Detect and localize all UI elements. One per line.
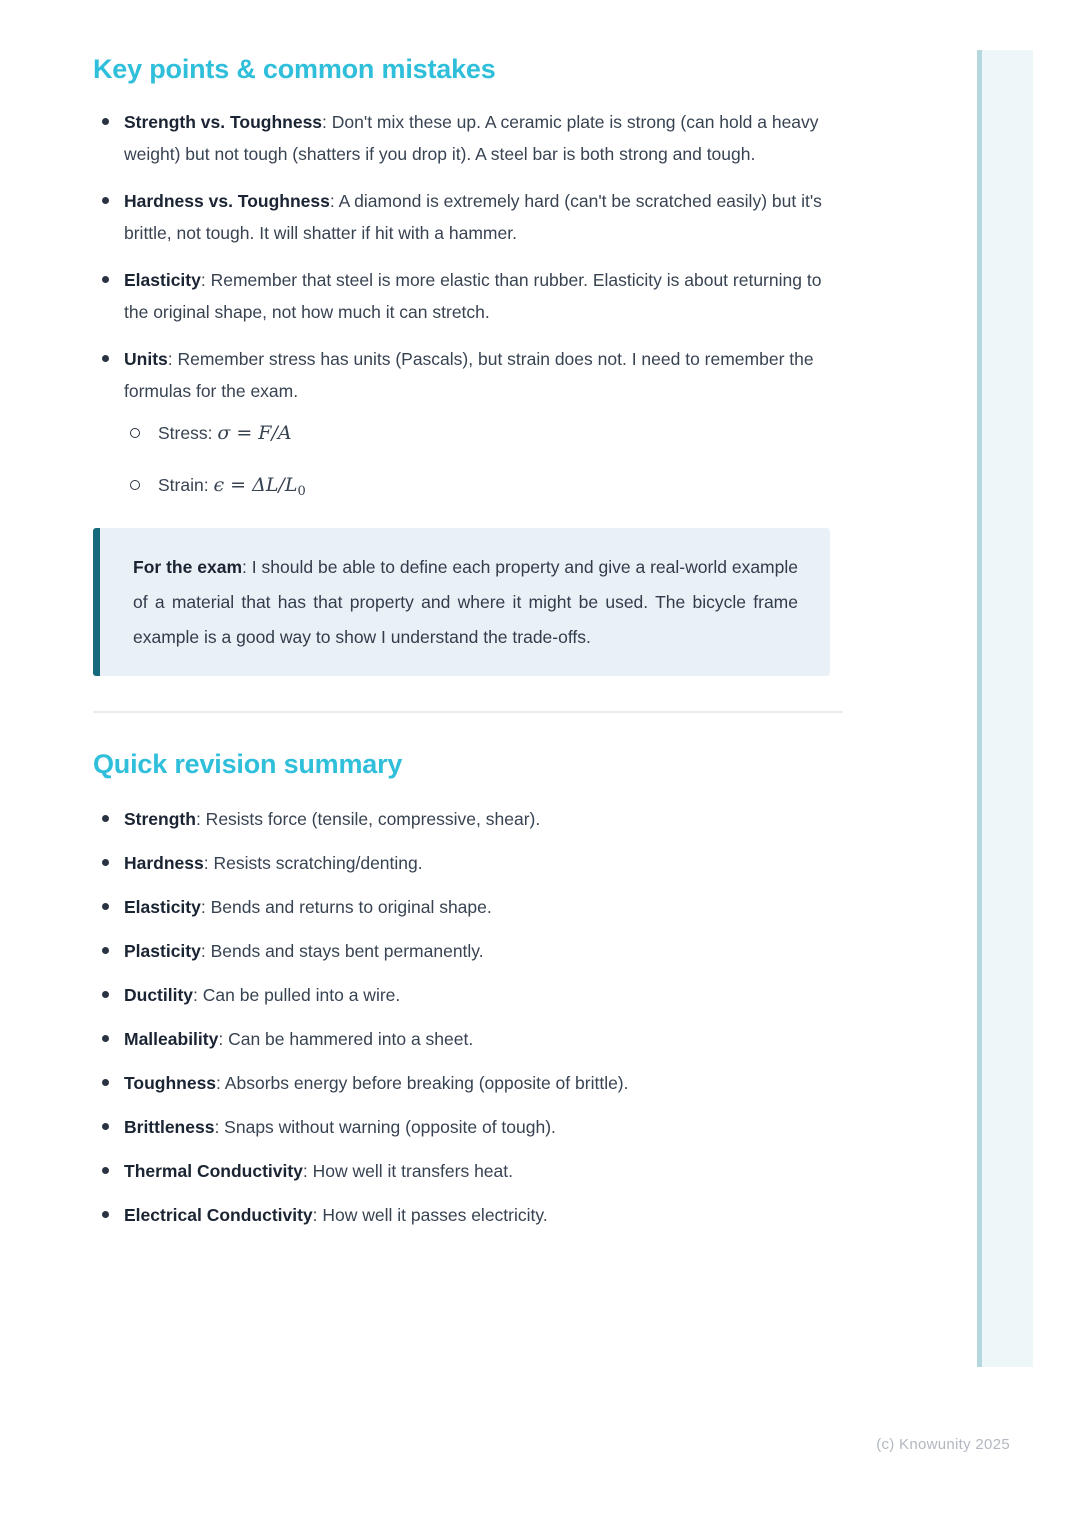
list-item xyxy=(93,264,825,328)
list-item-text: : Resists scratching/denting. xyxy=(203,853,423,873)
copyright-text: (c) Knowunity 2025 xyxy=(876,1436,1010,1453)
list-item-text: : Absorbs energy before breaking (opposite of brittle). xyxy=(216,1073,629,1093)
list-item xyxy=(93,1111,825,1143)
list-item-term: Strength xyxy=(124,809,196,829)
list-item-term: Plasticity xyxy=(124,941,201,961)
list-item-term: Toughness xyxy=(124,1073,217,1093)
list-item-term: Strength vs. Toughness xyxy=(124,112,323,132)
bullet-dot-icon xyxy=(102,1035,109,1042)
list-item xyxy=(93,185,825,249)
bullet-dot-icon xyxy=(102,991,109,998)
list-item-term: Hardness xyxy=(124,853,204,873)
list-item-term: Thermal Conductivity xyxy=(124,1161,303,1181)
list-item-term: Brittleness xyxy=(124,1117,215,1137)
formula-sublist xyxy=(124,417,825,508)
bullet-dot-icon xyxy=(102,903,109,910)
keypoints-section-title: Key points & common mistakes xyxy=(93,54,496,84)
bullet-dot-icon xyxy=(102,1167,109,1174)
formula-item xyxy=(124,469,825,508)
summary-list xyxy=(93,803,825,1231)
bullet-dot-icon xyxy=(102,859,109,866)
circle-bullet-icon xyxy=(130,428,140,438)
bullet-dot-icon xyxy=(102,118,109,125)
list-item-text: : Can be pulled into a wire. xyxy=(193,985,401,1005)
list-item-term: Ductility xyxy=(124,985,194,1005)
document-content xyxy=(93,0,843,1243)
list-item xyxy=(93,343,825,508)
summary-section-title: Quick revision summary xyxy=(93,749,403,779)
list-item xyxy=(93,847,825,879)
list-item xyxy=(93,891,825,923)
bullet-dot-icon xyxy=(102,1079,109,1086)
list-item xyxy=(93,1023,825,1055)
formula-label: Stress: xyxy=(158,423,218,443)
list-item xyxy=(93,1199,825,1231)
list-item-text: : Snaps without warning (opposite of tough). xyxy=(214,1117,556,1137)
bullet-dot-icon xyxy=(102,1211,109,1218)
list-item-text: : Bends and returns to original shape. xyxy=(200,897,492,917)
list-item-term: Malleability xyxy=(124,1029,219,1049)
formula-item xyxy=(124,417,825,456)
list-item-text: : Resists force (tensile, compressive, shear). xyxy=(195,809,541,829)
list-item-text: : Don't mix these up. A ceramic plate is strong (can hold a heavy weight) but not tough (shatters if you drop it). A steel bar is both strong and tough. xyxy=(124,112,819,164)
circle-bullet-icon xyxy=(130,480,140,490)
list-item-term: Units xyxy=(124,349,168,369)
bullet-dot-icon xyxy=(102,276,109,283)
bullet-dot-icon xyxy=(102,947,109,954)
list-item-term: Hardness vs. Toughness xyxy=(124,191,330,211)
list-item xyxy=(93,935,825,967)
list-item xyxy=(93,803,825,835)
list-item-text: : A diamond is extremely hard (can't be scratched easily) but it's brittle, not tough. It will shatter if hit with a hammer. xyxy=(124,191,822,243)
keypoints-list xyxy=(93,106,825,508)
page-edge-strip xyxy=(977,50,1033,1367)
list-item xyxy=(93,979,825,1011)
list-item-term: Elasticity xyxy=(124,897,201,917)
callout-body: : I should be able to define each property and give a real-world example of a material that has that property and where it might be used. The bicycle frame example is a good way to show I understand the trade-offs. xyxy=(133,557,798,647)
list-item-text: : How well it passes electricity. xyxy=(312,1205,548,1225)
formula-label: Strain: xyxy=(158,475,214,495)
list-item-text: : Can be hammered into a sheet. xyxy=(218,1029,474,1049)
exam-callout-text xyxy=(133,550,798,655)
strain-formula: $\epsilon = \Delta L/L_0$ xyxy=(213,474,306,499)
bullet-dot-icon xyxy=(102,815,109,822)
bullet-dot-icon xyxy=(102,1123,109,1130)
list-item-text: : Remember that steel is more elastic than rubber. Elasticity is about returning to the original shape, not how much it can stretch. xyxy=(124,270,822,322)
exam-callout xyxy=(93,528,830,676)
bullet-dot-icon xyxy=(102,197,109,204)
list-item-text: : Bends and stays bent permanently. xyxy=(200,941,484,961)
list-item-text: : How well it transfers heat. xyxy=(302,1161,513,1181)
callout-term: For the exam xyxy=(133,557,242,577)
bullet-dot-icon xyxy=(102,355,109,362)
list-item xyxy=(93,1067,825,1099)
list-item-text: : Remember stress has units (Pascals), but strain does not. I need to remember the formulas for the exam. xyxy=(124,349,814,401)
list-item xyxy=(93,1155,825,1187)
list-item-term: Electrical Conductivity xyxy=(124,1205,313,1225)
section-divider xyxy=(93,711,843,713)
stress-formula: σ = F/A xyxy=(217,422,292,444)
list-item xyxy=(93,106,825,170)
list-item-term: Elasticity xyxy=(124,270,201,290)
